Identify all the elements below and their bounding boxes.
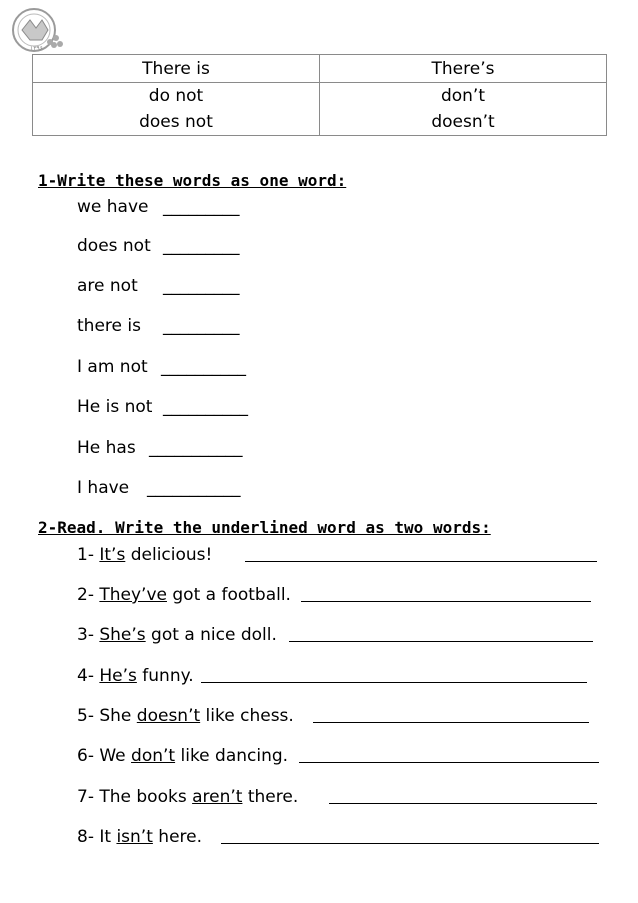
answer-blank[interactable]: ___________ [149,438,243,458]
underlined-word: It’s [99,545,126,565]
list-item [77,276,240,296]
cell-text: do not [148,86,204,106]
cell-text: There’s [431,58,495,79]
item-text: funny. [136,666,194,686]
cell-text: does not [139,112,213,132]
underlined-word: don’t [131,746,176,766]
item-text: We [99,746,132,766]
item-text: got a nice doll. [145,625,277,645]
cell-text: don’t [440,86,486,106]
list-item [77,545,212,565]
list-item [77,236,240,256]
answer-blank[interactable] [289,625,593,642]
answer-blank[interactable]: _________ [163,236,240,256]
cell-text: doesn’t [431,112,495,132]
answer-blank[interactable] [299,746,599,763]
item-text: got a football. [166,585,291,605]
underlined-word: They’ve [99,585,167,605]
item-text: there. [242,787,299,807]
table-row [33,55,607,83]
answer-blank[interactable] [301,585,591,602]
item-text: like dancing. [175,746,289,766]
underlined-word: She’s [99,625,146,645]
item-number: 6- [77,746,100,766]
item-text: are not [77,276,138,296]
answer-blank[interactable]: _________ [163,276,240,296]
underlined-word: He’s [99,666,137,686]
answer-blank[interactable]: __________ [161,357,246,377]
item-text: She [99,706,137,726]
answer-blank[interactable] [201,666,587,683]
list-item [77,625,277,645]
answer-blank[interactable]: _________ [163,316,240,336]
item-number: 3- [77,625,100,645]
list-item [77,746,288,766]
answer-blank[interactable] [313,706,589,723]
list-item [77,438,243,458]
item-text: here. [152,827,203,847]
item-number: 8- [77,827,100,847]
contractions-table [32,54,607,136]
section1-heading: 1-Write these words as one word: [38,171,347,190]
table-cell [33,55,320,83]
item-number: 4- [77,666,100,686]
table-cell [320,83,607,136]
item-text: He is not [77,397,153,417]
section2-heading: 2-Read. Write the underlined word as two words: [38,518,491,537]
table-cell [33,83,320,136]
table-cell [320,55,607,83]
list-item [77,357,246,377]
list-item [77,666,194,686]
list-item [77,316,240,336]
list-item [77,197,240,217]
list-item [77,585,291,605]
item-text: I have [77,478,130,498]
svg-text:۱۳۹۶: ۱۳۹۶ [30,45,43,52]
answer-blank[interactable]: ___________ [147,478,241,498]
item-text: He has [77,438,136,458]
answer-blank[interactable] [245,545,597,562]
item-number: 7- [77,787,100,807]
item-text: delicious! [125,545,213,565]
underlined-word: doesn’t [136,706,201,726]
school-logo [10,6,68,54]
list-item [77,397,248,417]
underlined-word: aren’t [192,787,243,807]
item-text: The books [99,787,193,807]
list-item [77,706,294,726]
item-number: 2- [77,585,100,605]
answer-blank[interactable]: __________ [163,397,248,417]
item-text: I am not [77,357,148,377]
cell-text: There is [142,58,210,79]
list-item [77,787,298,807]
answer-blank[interactable]: _________ [163,197,240,217]
list-item [77,827,202,847]
item-text: there is [77,316,141,336]
item-text: we have [77,197,149,217]
underlined-word: isn’t [116,827,153,847]
item-number: 1- [77,545,100,565]
answer-blank[interactable] [329,787,597,804]
item-text: like chess. [200,706,294,726]
item-number: 5- [77,706,100,726]
answer-blank[interactable] [221,827,599,844]
table-row [33,83,607,136]
item-text: does not [77,236,151,256]
list-item [77,478,241,498]
school-logo-icon [10,6,68,54]
item-text: It [99,827,117,847]
